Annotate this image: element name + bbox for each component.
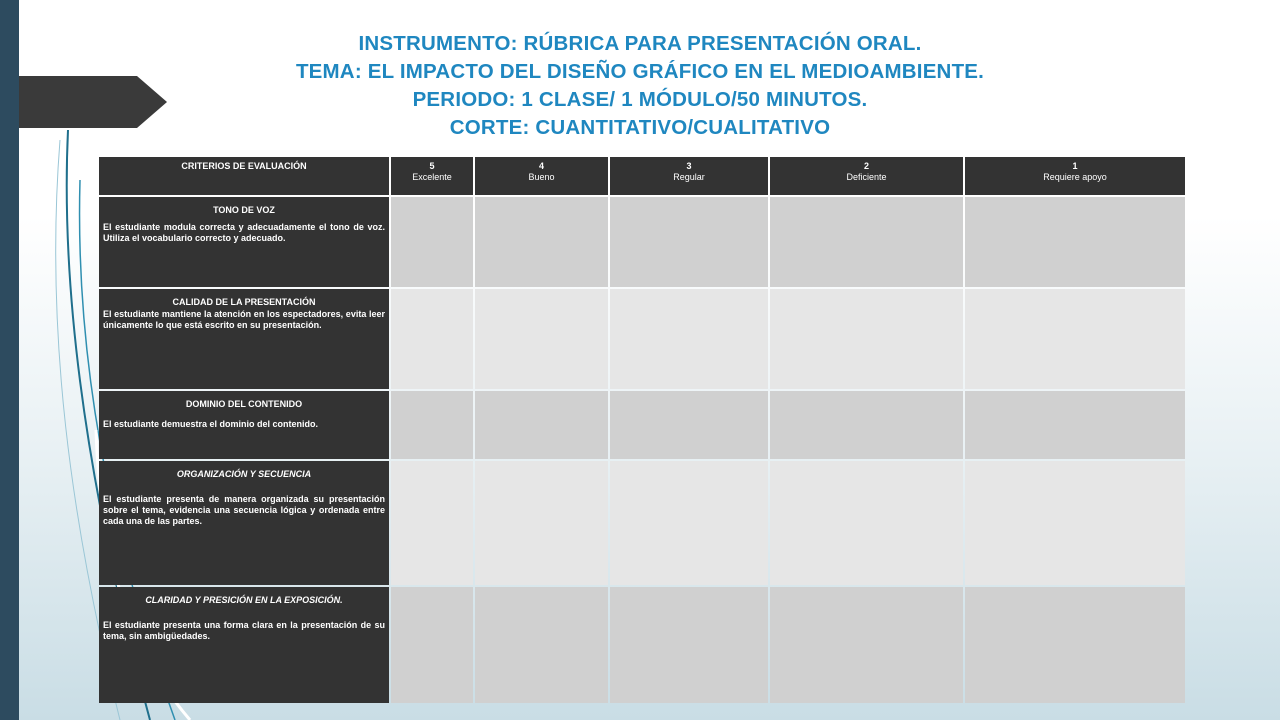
table-row — [99, 391, 1185, 459]
level-label: Deficiente — [846, 172, 887, 182]
score-cell[interactable] — [475, 289, 608, 389]
criterion-description: El estudiante presenta de manera organizada su presentación sobre el tema, evidencia una secuencia lógica y ordenada entre cada una de las partes. — [103, 494, 385, 526]
score-cell[interactable] — [610, 587, 768, 703]
score-cell[interactable] — [770, 391, 963, 459]
level-header-3 — [610, 157, 768, 195]
arrow-tab-decoration — [19, 76, 167, 128]
score-cell[interactable] — [965, 289, 1185, 389]
level-score: 2 — [863, 161, 869, 171]
level-label: Excelente — [412, 172, 452, 182]
score-cell[interactable] — [770, 461, 963, 585]
level-header-5 — [391, 157, 473, 195]
title-line-topic: TEMA: EL IMPACTO DEL DISEÑO GRÁFICO EN EL MEDIOAMBIENTE. — [295, 60, 985, 83]
level-label: Requiere apoyo — [1043, 172, 1107, 182]
criterion-title: DOMINIO DEL CONTENIDO — [185, 399, 303, 409]
score-cell[interactable] — [475, 391, 608, 459]
level-header-4 — [475, 157, 608, 195]
title-line-cut: CORTE: CUANTITATIVO/CUALITATIVO — [449, 116, 831, 139]
rubric-table — [97, 155, 1187, 705]
level-label: Bueno — [528, 172, 555, 182]
title-line-period: PERIODO: 1 CLASE/ 1 MÓDULO/50 MINUTOS. — [412, 88, 868, 111]
criterion-description: El estudiante demuestra el dominio del contenido. — [103, 419, 319, 429]
score-cell[interactable] — [391, 289, 473, 389]
level-score: 3 — [686, 161, 692, 171]
level-header-1 — [965, 157, 1185, 195]
criterion-description: El estudiante mantiene la atención en los espectadores, evita leer únicamente lo que está escrito en su presentación. — [103, 309, 385, 330]
score-cell[interactable] — [965, 391, 1185, 459]
score-cell[interactable] — [475, 461, 608, 585]
criterion-title: TONO DE VOZ — [213, 205, 275, 215]
score-cell[interactable] — [965, 461, 1185, 585]
page-title — [200, 30, 1080, 142]
left-accent-bar — [0, 0, 19, 720]
score-cell[interactable] — [610, 391, 768, 459]
score-cell[interactable] — [965, 197, 1185, 287]
table-row — [99, 289, 1185, 389]
criterion-claridad-precision — [99, 587, 389, 703]
criterion-description: El estudiante modula correcta y adecuadamente el tono de voz. Utiliza el vocabulario correcto y adecuado. — [103, 222, 385, 243]
table-row — [99, 461, 1185, 585]
criterion-description: El estudiante presenta una forma clara en la presentación de su tema, sin ambigüedades. — [103, 620, 385, 641]
level-score: 1 — [1072, 161, 1078, 171]
criterion-title: CALIDAD DE LA PRESENTACIÓN — [172, 297, 316, 307]
rubric-header-row — [99, 157, 1185, 195]
level-score: 5 — [429, 161, 435, 171]
score-cell[interactable] — [770, 289, 963, 389]
criterion-calidad-presentacion — [99, 289, 389, 389]
level-score: 4 — [538, 161, 544, 171]
criterion-title: ORGANIZACIÓN Y SECUENCIA — [176, 469, 312, 479]
criterion-organizacion-secuencia — [99, 461, 389, 585]
score-cell[interactable] — [475, 587, 608, 703]
score-cell[interactable] — [610, 461, 768, 585]
criterion-tono-de-voz — [99, 197, 389, 287]
criteria-header: CRITERIOS DE EVALUACIÓN — [99, 157, 389, 195]
score-cell[interactable] — [391, 461, 473, 585]
table-row — [99, 587, 1185, 703]
score-cell[interactable] — [965, 587, 1185, 703]
score-cell[interactable] — [770, 587, 963, 703]
score-cell[interactable] — [391, 391, 473, 459]
score-cell[interactable] — [391, 197, 473, 287]
score-cell[interactable] — [475, 197, 608, 287]
score-cell[interactable] — [770, 197, 963, 287]
criterion-title: CLARIDAD Y PRESICIÓN EN LA EXPOSICIÓN. — [145, 595, 343, 605]
score-cell[interactable] — [610, 289, 768, 389]
table-row — [99, 197, 1185, 287]
score-cell[interactable] — [610, 197, 768, 287]
title-line-instrument: INSTRUMENTO: RÚBRICA PARA PRESENTACIÓN ORAL. — [358, 32, 922, 55]
level-header-2 — [770, 157, 963, 195]
level-label: Regular — [673, 172, 705, 182]
criterion-dominio-contenido — [99, 391, 389, 459]
score-cell[interactable] — [391, 587, 473, 703]
